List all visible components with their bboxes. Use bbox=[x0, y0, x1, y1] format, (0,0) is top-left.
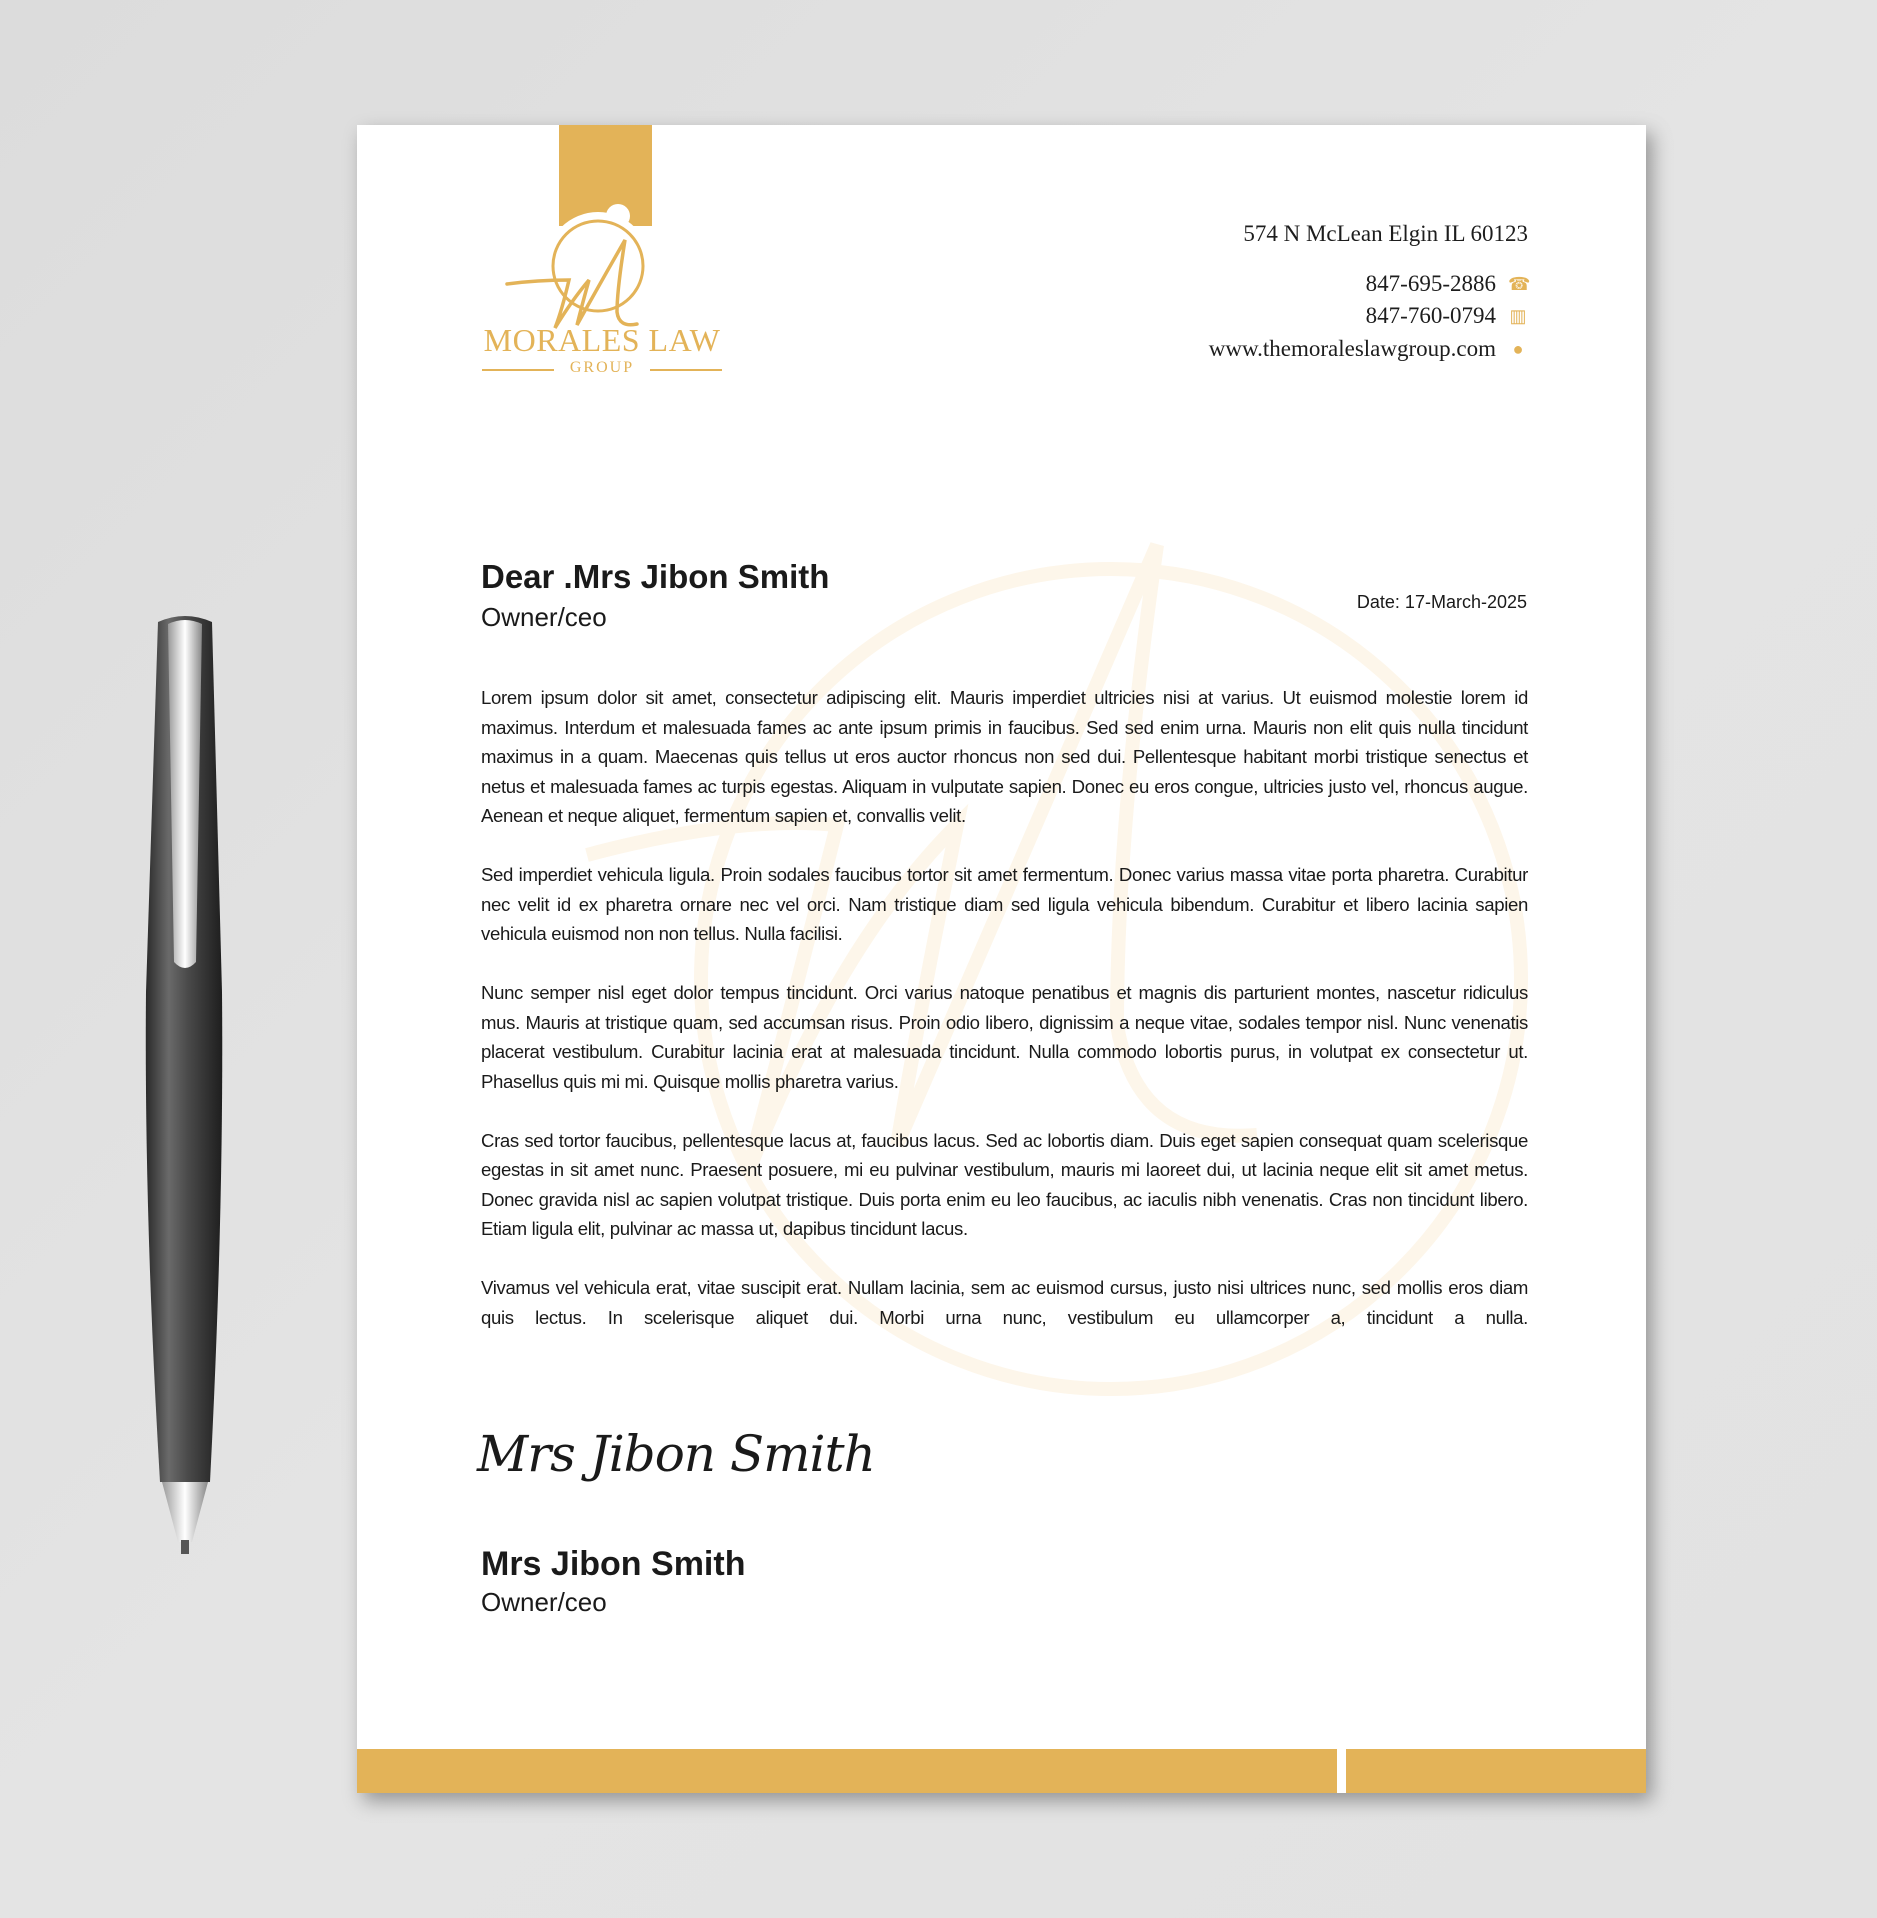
address: 574 N McLean Elgin IL 60123 bbox=[1243, 221, 1528, 246]
paragraph: Sed imperdiet vehicula ligula. Proin sodales faucibus tortor sit amet fermentum. Donec varius massa vitae porta pharetra. Curabitur nec velit id ex pharetra ornare nec vel orci. Nam tristique diam sed ligula vehicula bibendum. Curabitur et libero lacinia sapien vehicula euismod non non tellus. Nulla facilisi. bbox=[481, 864, 1528, 944]
fax-row bbox=[1366, 303, 1528, 329]
letter-date: Date: 17-March-2025 bbox=[1356, 592, 1527, 612]
sender-role: Owner/ceo bbox=[481, 1587, 607, 1617]
pen-image bbox=[130, 612, 240, 1572]
brand-subtitle bbox=[477, 359, 727, 379]
fax-number: 847-760-0794 bbox=[1365, 303, 1496, 328]
phone-number: 847-695-2886 bbox=[1365, 271, 1496, 296]
paragraph: Cras sed tortor faucibus, pellentesque lacus at, faucibus lacus. Sed ac lobortis diam. Duis eget sapien consequat quam scelerisque egestas in sit amet nunc. Praesent posuere, mi eu pulvinar vestibulum, mauris mi laoreet dui, ut lacinia neque elit sit amet metus. Donec gravida nisl ac sapien volutpat tristique. Duis porta enim eu leo faucibus, ac iaculis nibh venenatis. Cras non tincidunt libero. Etiam ligula elit, pulvinar ac massa ut, dapibus tincidunt lacus. bbox=[481, 1129, 1528, 1239]
recipient-role: Owner/ceo bbox=[481, 602, 607, 632]
globe-icon: ● bbox=[1512, 339, 1524, 359]
brand-name: MORALES LAW bbox=[483, 322, 721, 358]
divider bbox=[650, 369, 722, 371]
letterhead-page bbox=[357, 125, 1646, 1793]
phone-row bbox=[1365, 271, 1531, 297]
paragraph: Lorem ipsum dolor sit amet, consectetur adipiscing elit. Mauris imperdiet ultricies nisi at varius. Ut euismod molestie lorem id maximus. Interdum et malesuada fames ac ante ipsum primis in faucibus. Sed sed enim urna. Mauris non elit quis nulla tincidunt maximus in a quam. Maecenas quis tellus ut eros auctor rhoncus non sed dui. Pellentesque habitant morbi tristique senectus et netus et malesuada fames ac turpis egestas. Aliquam in vulputate sapien. Donec eu eros congue, ultricies justo vel, rhoncus augue. Aenean et neque aliquet, fermentum sapien et, convallis velit. bbox=[481, 687, 1528, 826]
paragraph: Nunc semper nisl eget dolor tempus tincidunt. Orci varius natoque penatibus et magnis dis parturient montes, nascetur ridiculus mus. Mauris at tristique quam, sed accumsan risus. Proin odio libero, dignissim a neque vitae, sodales tempor nisl. Nunc venenatis placerat vestibulum. Curabitur lacinia erat at malesuada tincidunt. Nulla commodo lobortis purus, in volutpat ex consectetur ut. Phasellus quis mi mi. Quisque mollis pharetra varius. bbox=[481, 982, 1528, 1092]
sender-name: Mrs Jibon Smith bbox=[481, 1545, 746, 1583]
footer-bar bbox=[357, 1749, 1646, 1793]
footer-bar-right bbox=[1346, 1749, 1646, 1793]
fax-icon: ▥ bbox=[1509, 306, 1527, 326]
website-row bbox=[1209, 336, 1528, 362]
greeting: Dear .Mrs Jibon Smith bbox=[481, 558, 830, 595]
website: www.themoraleslawgroup.com bbox=[1208, 336, 1496, 361]
letter-body bbox=[481, 683, 1528, 1362]
brand-sub-text: GROUP bbox=[569, 359, 635, 376]
phone-icon: ☎ bbox=[1508, 274, 1531, 294]
paragraph: Vivamus vel vehicula erat, vitae suscipit erat. Nullam lacinia, sem ac euismod cursus, justo nisi ultrices nunc, sed mollis eros diam quis lectus. In scelerisque aliquet dui. Morbi urna nunc, vestibulum eu ullamcorper a, tincidunt a nulla. bbox=[481, 1277, 1528, 1328]
footer-bar-left bbox=[357, 1749, 1337, 1793]
signature: Mrs Jibon Smith bbox=[477, 1425, 875, 1483]
